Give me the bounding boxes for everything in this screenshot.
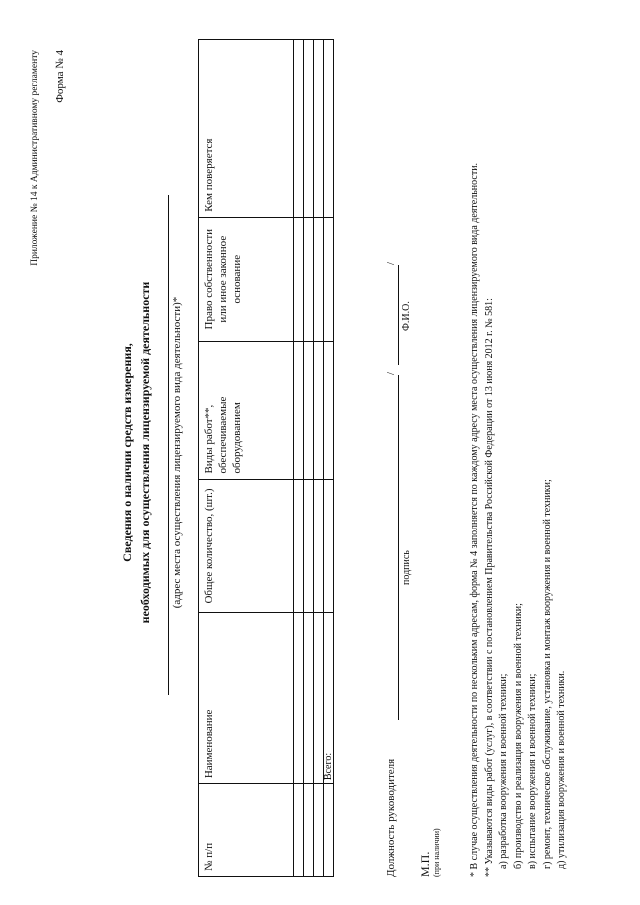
- col-header-work-types: Виды работ**, обеспечиваемые оборудованием: [199, 341, 294, 479]
- work-type-item: д) утилизация вооружения и военной техники.: [556, 670, 567, 869]
- table-row: [294, 40, 304, 877]
- table-cell[interactable]: [324, 341, 334, 479]
- signature-fill-line[interactable]: [398, 375, 399, 720]
- table-cell[interactable]: [304, 784, 314, 877]
- table-cell[interactable]: [304, 40, 314, 218]
- address-caption: (адрес места осуществления лицензируемого вида деятельности)*: [171, 296, 183, 609]
- table-row: [304, 40, 314, 877]
- equipment-table: [198, 39, 334, 877]
- annex-reference: Приложение № 14 к Административному регламенту: [30, 50, 40, 266]
- table-cell[interactable]: [324, 40, 334, 218]
- name-caption: Ф.И.О.: [401, 301, 412, 331]
- table-cell[interactable]: [324, 217, 334, 341]
- table-cell[interactable]: [314, 341, 324, 479]
- table-cell[interactable]: [294, 217, 304, 341]
- col-header-ownership: Право собственности или иное законное основание: [199, 217, 294, 341]
- table-header-row: [199, 40, 294, 877]
- stamp-label: М.П.: [418, 851, 432, 877]
- name-fill-line[interactable]: [398, 265, 399, 365]
- col-header-number: № п/п: [199, 784, 294, 877]
- table-cell[interactable]: [314, 217, 324, 341]
- table-cell[interactable]: [294, 479, 304, 613]
- form-number: Форма № 4: [54, 50, 66, 103]
- col-header-quantity: Общее количество, (шт.): [199, 479, 294, 613]
- footnotes: [468, 47, 570, 877]
- work-type-item: г) ремонт, техническое обслуживание, установка и монтаж вооружения и военной техники;: [541, 479, 553, 869]
- total-label: Всего:: [324, 613, 334, 784]
- footnote-2: ** Указываются виды работ (услуг), в соответствии с постановлением Правительства Российской Федерации от 13 июня 2012 г. № 581:: [483, 298, 495, 877]
- signature-caption: подпись: [401, 550, 412, 585]
- document-title-line2: необходимых для осуществления лицензируемой деятельности: [138, 281, 152, 624]
- table-cell[interactable]: [314, 784, 324, 877]
- name-slash: /: [385, 261, 397, 265]
- footnote-1: * В случае осуществления деятельности по нескольким адресам, форма № 4 заполняется по каждому адресу места осуществления лицензируемого вида деятельности.: [469, 162, 480, 877]
- work-type-item: а) разработка вооружения и военной техники;: [498, 673, 509, 869]
- table-cell[interactable]: [304, 217, 314, 341]
- work-type-item: в) испытание вооружения и военной техники;: [527, 673, 538, 869]
- table-cell[interactable]: [294, 613, 304, 784]
- table-cell[interactable]: [294, 40, 304, 218]
- signature-slash: /: [385, 371, 397, 375]
- address-fill-line[interactable]: [168, 195, 169, 695]
- table-cell[interactable]: [314, 479, 324, 613]
- work-type-item: б) производство и реализация вооружения и военной техники;: [512, 603, 524, 869]
- col-header-name: Наименование: [199, 613, 294, 784]
- col-header-verified-by: Кем поверяется: [199, 40, 294, 218]
- table-cell[interactable]: [324, 479, 334, 613]
- table-cell[interactable]: [304, 479, 314, 613]
- table-cell[interactable]: [304, 341, 314, 479]
- table-cell[interactable]: [304, 613, 314, 784]
- table-row: [314, 40, 324, 877]
- table-cell[interactable]: [314, 40, 324, 218]
- position-label: Должность руководителя: [385, 758, 397, 877]
- table-total-row: [324, 40, 334, 877]
- document-title-line1: Сведения о наличии средств измерения,: [120, 343, 134, 562]
- stamp-note: (при наличии): [432, 828, 441, 877]
- table-cell[interactable]: [294, 784, 304, 877]
- table-cell[interactable]: [314, 613, 324, 784]
- table-cell[interactable]: [324, 784, 334, 877]
- table-cell[interactable]: [294, 341, 304, 479]
